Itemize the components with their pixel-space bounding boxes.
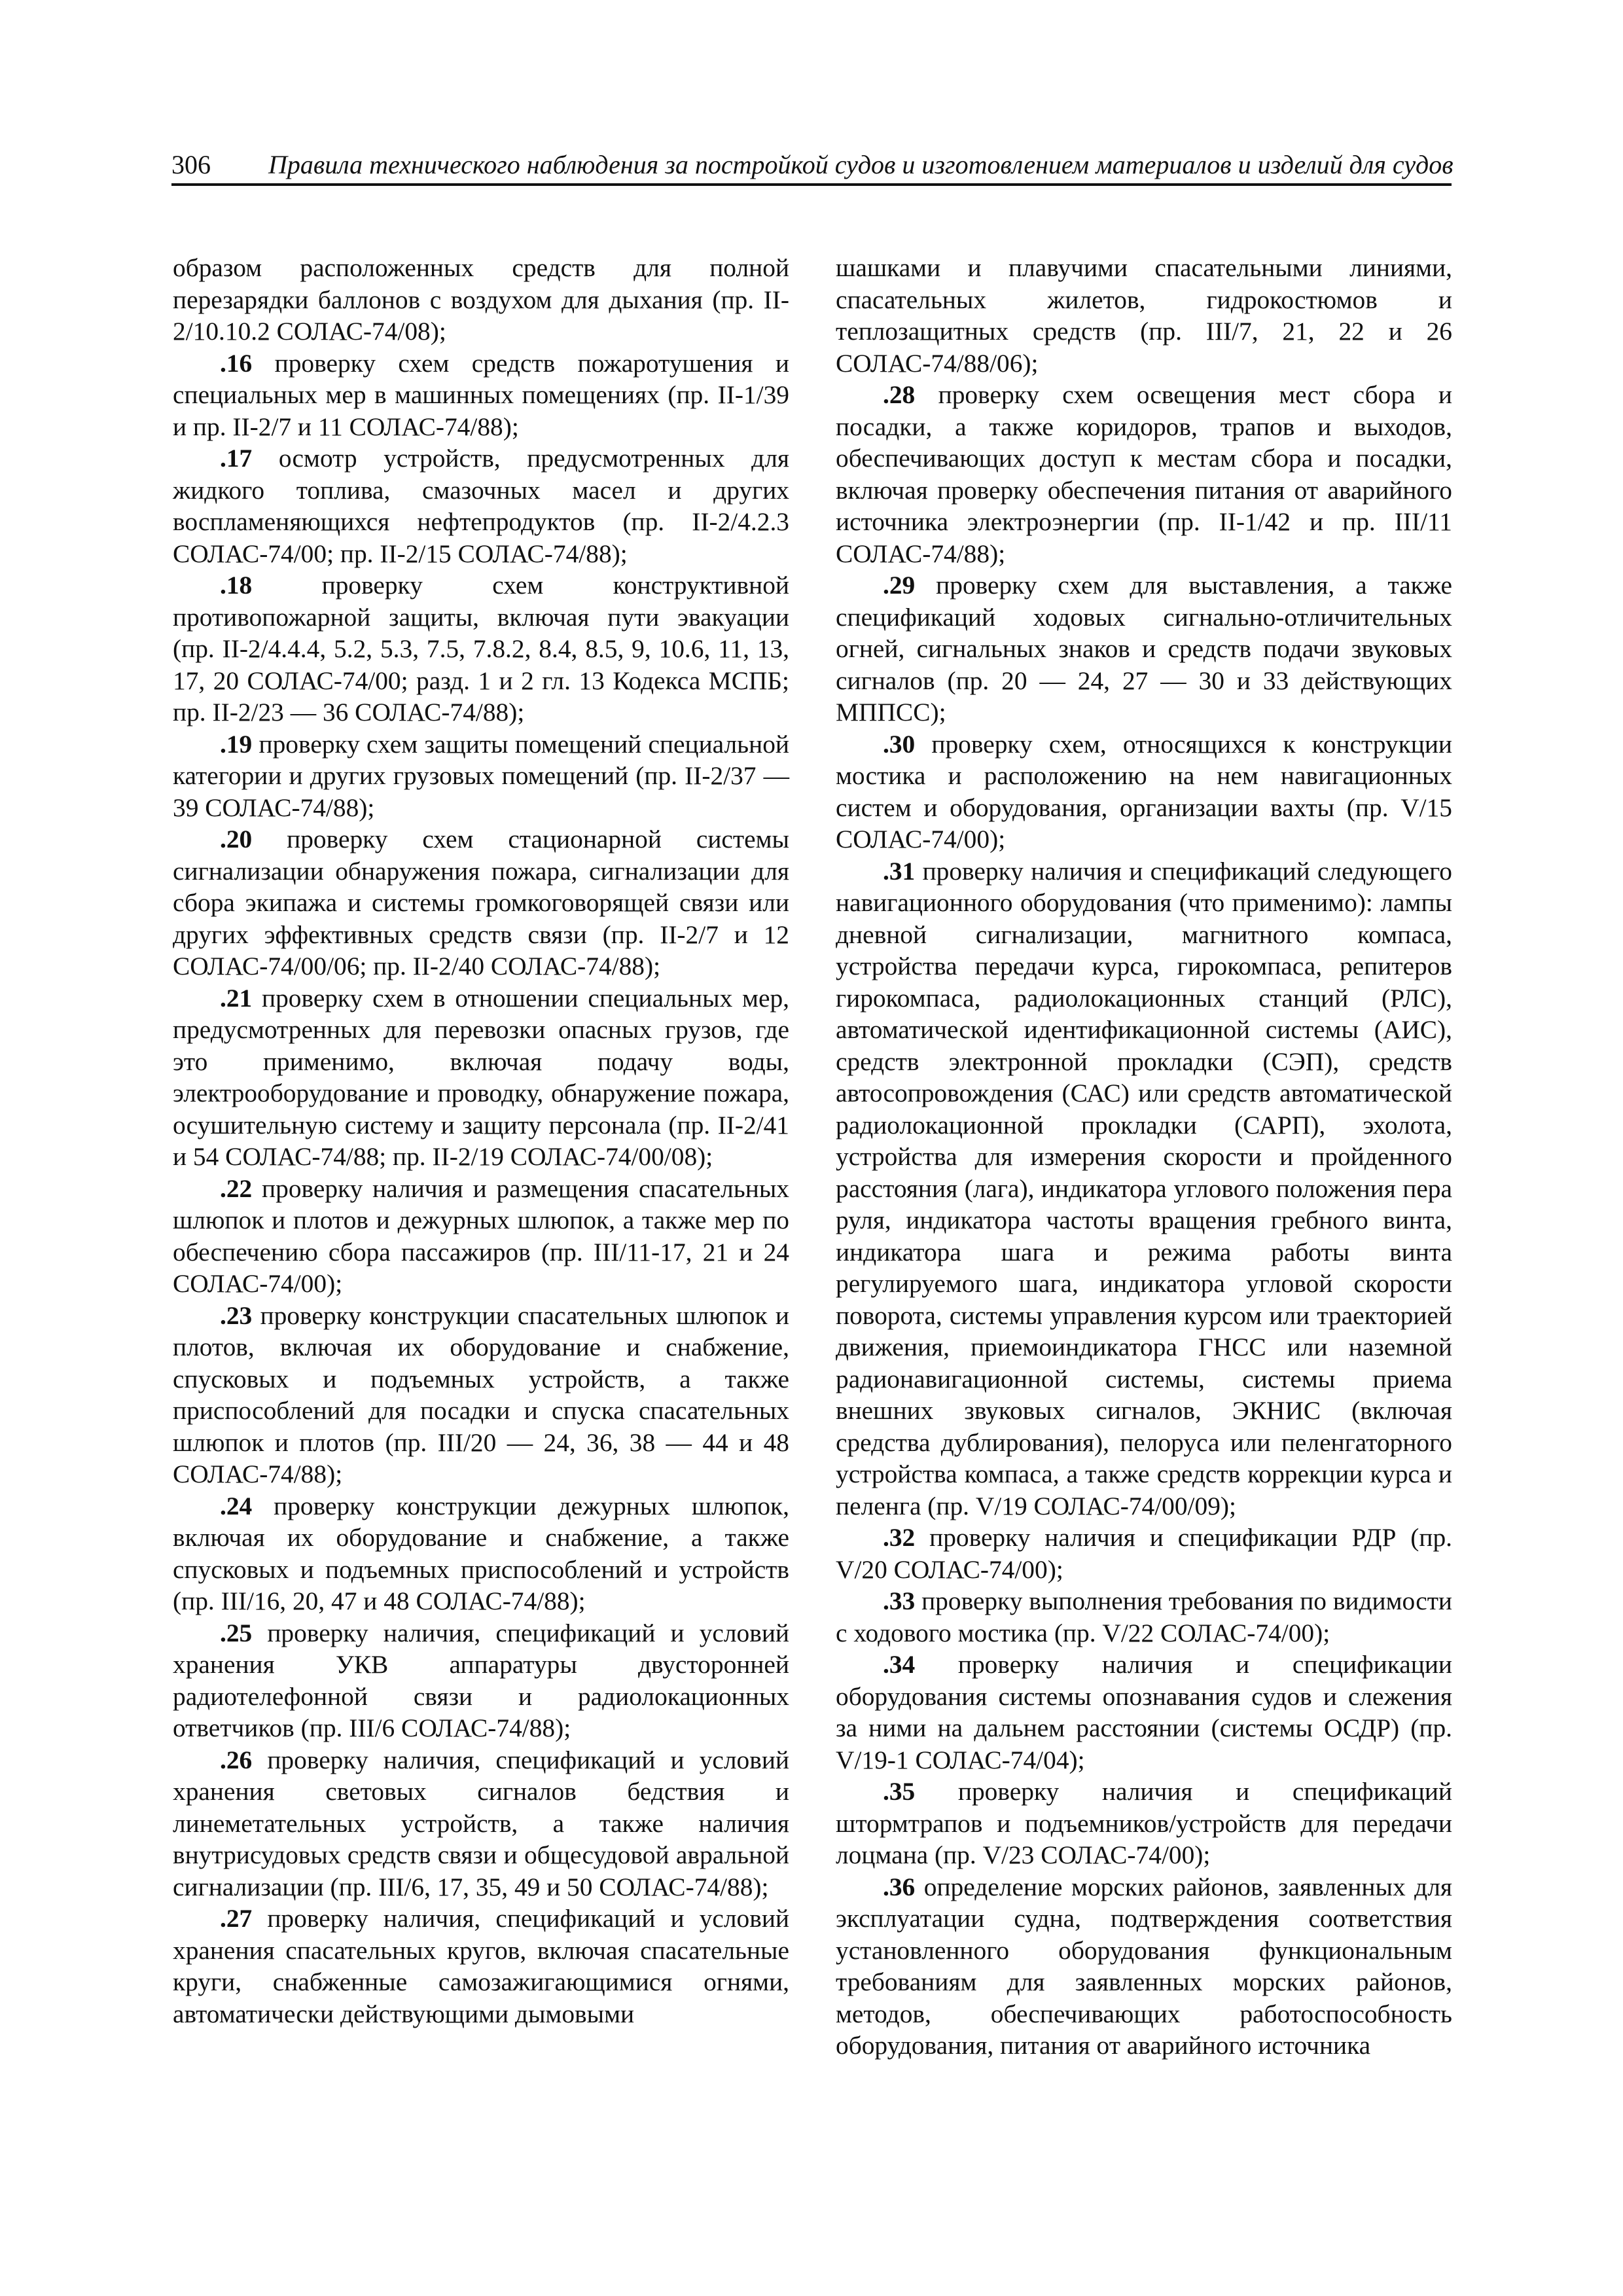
item-text: проверку схем стационарной системы сигнализации обнаружения пожара, сигнализации для сбора экипажа и системы громкоговорящей связи или других эффективных средств связи (пр. II-2/7 и 12 СОЛАС-74/00/06; пр. II-2/40 СОЛАС-74/88); <box>173 825 789 980</box>
item-number: .25 <box>220 1618 253 1647</box>
item-text: проверку конструкции спасательных шлюпок и плотов, включая их оборудование и снабжение, спусковых и подъемных устройств, а также приспособлений для посадки и спуска спасательных шлюпок и плотов (пр. III/20 — 24, 36, 38 — 44 и 48 СОЛАС-74/88); <box>173 1300 789 1488</box>
item-number: .33 <box>883 1587 916 1615</box>
running-header <box>171 145 1452 186</box>
item-text: проверку наличия и спецификаций штормтрапов и подъемников/устройств для передачи лоцмана (пр. V/23 СОЛАС-74/00); <box>836 1777 1452 1869</box>
item-number: .27 <box>220 1904 253 1933</box>
paragraph <box>173 982 789 1173</box>
item-number: .31 <box>883 856 916 886</box>
item-number: .28 <box>883 380 916 409</box>
left-text-column <box>173 252 789 2030</box>
paragraph <box>836 1871 1452 2062</box>
item-text: проверку выполнения требования по видимости с ходового мостика (пр. V/22 СОЛАС-74/00); <box>836 1587 1453 1647</box>
paragraph <box>836 1776 1452 1871</box>
item-text: проверку наличия, спецификаций и условий хранения спасательных кругов, включая спасательные круги, снабженные самозажигающимися огнями, автоматически действующими дымовыми <box>173 1904 789 2028</box>
item-text: шашками и плавучими спасательными линиями, спасательных жилетов, гидрокостюмов и теплозащитных средств (пр. III/7, 21, 22 и 26 СОЛАС-74/88/06); <box>836 253 1452 378</box>
item-text: проверку схем средств пожаротушения и специальных мер в машинных помещениях (пр. II-1/39 и пр. II-2/7 и 11 СОЛАС-74/88); <box>173 348 789 441</box>
item-text: проверку схем для выставления, а также спецификаций ходовых сигнально-отличительных огней, сигнальных знаков и средств подачи звуковых сигналов (пр. 20 — 24, 27 — 30 и 33 действующих МППСС); <box>836 571 1452 726</box>
item-number: .30 <box>883 729 916 759</box>
item-number: .18 <box>220 571 253 600</box>
item-text: осмотр устройств, предусмотренных для жидкого топлива, смазочных масел и других воспламеняющихся нефтепродуктов (пр. II-2/4.2.3 СОЛАС-74/00; пр. II-2/15 СОЛАС-74/88); <box>173 444 789 568</box>
item-number: .20 <box>220 825 253 853</box>
item-text: проверку схем конструктивной противопожарной защиты, включая пути эвакуации (пр. II-2/4.4.4, 5.2, 5.3, 7.5, 7.8.2, 8.4, 8.5, 9, 10.6, 11, 13, 17, 20 СОЛАС-74/00; разд. 1 и 2 гл. 13 Кодекса МСПБ; пр. II-2/23 — 36 СОЛАС-74/88); <box>173 571 789 726</box>
item-text: проверку наличия и спецификации оборудования системы опознавания судов и слежения за ними на дальнем расстоянии (системы ОСДР) (пр. V/19-1 СОЛАС-74/04); <box>836 1650 1452 1774</box>
paragraph <box>173 442 789 569</box>
paragraph <box>836 1585 1452 1649</box>
paragraph <box>173 728 789 824</box>
item-number: .19 <box>220 729 253 759</box>
paragraph <box>173 1300 789 1490</box>
paragraph <box>836 1649 1452 1776</box>
item-text: проверку наличия, спецификаций и условий хранения УКВ аппаратуры двусторонней радиотелефонной связи и радиолокационных ответчиков (пр. III/6 СОЛАС-74/88); <box>173 1618 789 1742</box>
item-text: определение морских районов, заявленных для эксплуатации судна, подтверждения соответствия установленного оборудования функциональным требованиям для заявленных морских районов, методов, обеспечивающих работоспособность оборудования, питания от аварийного источника <box>836 1872 1452 2060</box>
item-number: .34 <box>883 1650 916 1679</box>
paragraph <box>173 252 789 348</box>
paragraph <box>836 728 1452 855</box>
item-number: .35 <box>883 1777 916 1806</box>
item-text: проверку схем освещения мест сбора и посадки, а также коридоров, трапов и выходов, обеспечивающих доступ к местам сбора и посадки, включая проверку обеспечения питания от аварийного источника электроэнергии (пр. II-1/42 и пр. III/11 СОЛАС-74/88); <box>836 380 1452 568</box>
page-number: 306 <box>171 150 211 179</box>
item-number: .29 <box>883 571 916 600</box>
paragraph <box>173 1903 789 2030</box>
item-number: .21 <box>220 983 253 1013</box>
paragraph <box>836 855 1452 1522</box>
item-text: проверку конструкции дежурных шлюпок, включая их оборудование и снабжение, а также спусковых и подъемных приспособлений и устройств (пр. III/16, 20, 47 и 48 СОЛАС-74/88); <box>173 1491 789 1615</box>
paragraph <box>173 1617 789 1744</box>
paragraph <box>836 569 1452 728</box>
item-text: проверку наличия и спецификаций следующего навигационного оборудования (что применимо): лампы дневной сигнализации, магнитного компаса, устройства передачи курса, гирокомпаса, репитеров гирокомпаса, радиолокационных станций (РЛС), автоматической идентификационной системы (АИС), средств электронной прокладки (СЭП), средств автосопровождения (САС) или средств автоматической радиолокационной прокладки (САРП), эхолота, устройства для измерения скорости и пройденного расстояния (лага), индикатора углового положения пера руля, индикатора частоты вращения гребного винта, индикатора шага и режима работы винта регулируемого шага, индикатора угловой скорости поворота, системы управления курсом или траекторией движения, приемоиндикатора ГНСС или наземной радионавигационной системы, системы приема внешних звуковых сигналов, ЭКНИС (включая средства дублирования), пелоруса или пеленгаторного устройства компаса, а также средств коррекции курса и пеленга (пр. V/19 СОЛАС-74/00/09); <box>836 856 1452 1520</box>
paragraph <box>173 1490 789 1617</box>
paragraph <box>836 1522 1452 1585</box>
right-text-column <box>836 252 1452 2062</box>
paragraph <box>173 1744 789 1903</box>
item-text: проверку наличия и размещения спасательных шлюпок и плотов и дежурных шлюпок, а также мер по обеспечению сбора пассажиров (пр. III/11-17, 21 и 24 СОЛАС-74/00); <box>173 1174 789 1298</box>
item-number: .22 <box>220 1174 253 1203</box>
item-number: .17 <box>220 444 253 473</box>
paragraph <box>173 348 789 443</box>
item-text: проверку схем в отношении специальных мер, предусмотренных для перевозки опасных грузов, где это применимо, включая подачу воды, электрооборудование и проводку, обнаружение пожара, осушительную систему и защиту персонала (пр. II-2/41 и 54 СОЛАС-74/88; пр. II-2/19 СОЛАС-74/00/08); <box>173 983 789 1171</box>
item-number: .32 <box>883 1523 916 1552</box>
item-number: .36 <box>883 1872 916 1901</box>
item-text: образом расположенных средств для полной перезарядки баллонов с воздухом для дыхания (пр. II-2/10.10.2 СОЛАС-74/08); <box>173 253 789 346</box>
item-number: .16 <box>220 348 253 378</box>
item-text: проверку схем, относящихся к конструкции мостика и расположению на нем навигационных систем и оборудования, организации вахты (пр. V/15 СОЛАС-74/00); <box>836 729 1452 853</box>
paragraph <box>173 569 789 728</box>
item-text: проверку наличия, спецификаций и условий хранения световых сигналов бедствия и линеметательных устройств, а также наличия внутрисудовых средств связи и общесудовой авральной сигнализации (пр. III/6, 17, 35, 49 и 50 СОЛАС-74/88); <box>173 1745 789 1901</box>
item-text: проверку наличия и спецификации РДР (пр. V/20 СОЛАС-74/00); <box>836 1523 1452 1584</box>
running-title: Правила технического наблюдения за постройкой судов и изготовлением материалов и изделий для судов <box>268 150 1454 179</box>
paragraph <box>836 379 1452 569</box>
item-number: .24 <box>220 1491 253 1520</box>
item-number: .26 <box>220 1745 253 1774</box>
item-text: проверку схем защиты помещений специальной категории и других грузовых помещений (пр. II-2/37 — 39 СОЛАС-74/88); <box>173 729 789 822</box>
item-number: .23 <box>220 1300 253 1330</box>
paragraph <box>836 252 1452 379</box>
paragraph <box>173 1173 789 1300</box>
paragraph <box>173 823 789 982</box>
